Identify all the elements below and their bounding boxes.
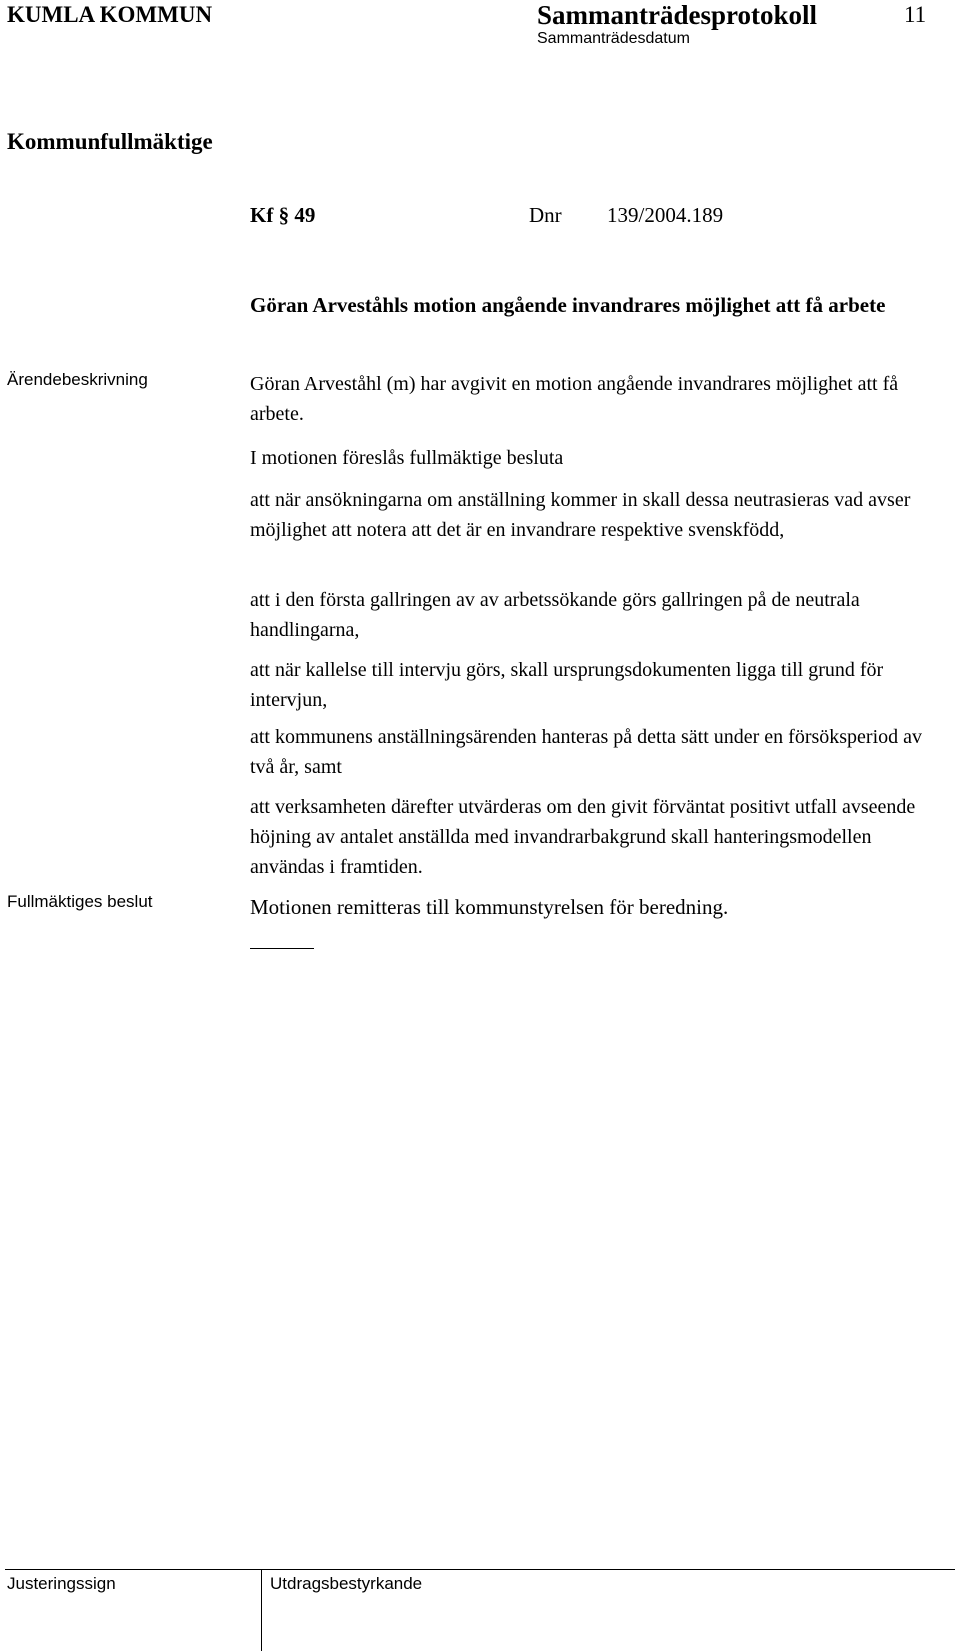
reference-line — [250, 203, 724, 228]
paragraph-proposal-intro: I motionen föreslås fullmäktige besluta — [250, 447, 564, 469]
section-number: 49 — [294, 203, 316, 227]
paragraph-motion-intro: Göran Arveståhl (m) har avgivit en motion angående invandrares möjlighet att få arbete. — [250, 373, 899, 425]
footer-justering-label: Justeringssign — [7, 1574, 116, 1593]
end-rule — [250, 948, 314, 949]
paragraph-proposal-3: att när kallelse till intervju görs, skall ursprungsdokumenten ligga till grund för intervjun, — [250, 659, 884, 711]
footer-utdrag-label: Utdragsbestyrkande — [270, 1574, 423, 1593]
kf-label: Kf — [250, 203, 274, 227]
section-symbol: § — [278, 203, 290, 227]
paragraph-proposal-1: att när ansökningarna om anställning kommer in skall dessa neutrasieras vad avser möjlighet att notera att det är en invandrare respektive svenskfödd, — [250, 489, 911, 541]
label-description: Ärendebeskrivning — [7, 370, 148, 389]
page-number: 11 — [904, 2, 927, 27]
header-title: Sammanträdesprotokoll — [537, 0, 818, 30]
footer-divider — [261, 1569, 262, 1651]
body-name: Kommunfullmäktige — [7, 129, 213, 154]
footer-rule — [5, 1569, 955, 1570]
paragraph-proposal-4: att kommunens anställningsärenden hanteras på detta sätt under en försöksperiod av två år, samt — [250, 726, 923, 778]
header-date-label: Sammanträdesdatum — [537, 30, 690, 47]
case-title: Göran Arveståhls motion angående invandrares möjlighet att få arbete — [250, 293, 886, 317]
decision-text: Motionen remitteras till kommunstyrelsen för beredning. — [250, 895, 729, 919]
header-organization: KUMLA KOMMUN — [7, 2, 213, 27]
paragraph-proposal-2: att i den första gallringen av av arbetssökande görs gallringen på de neutrala handlingarna, — [250, 589, 860, 641]
paragraph-proposal-5: att verksamheten därefter utvärderas om den givit förväntat positivt utfall avseende höjning av antalet anställda med invandrarbakgrund skall hanteringsmodellen användas i framtiden. — [250, 796, 916, 878]
dnr-label: Dnr — [529, 203, 562, 227]
label-decision: Fullmäktiges beslut — [7, 892, 153, 911]
dnr-number: 139/2004.189 — [607, 203, 724, 227]
